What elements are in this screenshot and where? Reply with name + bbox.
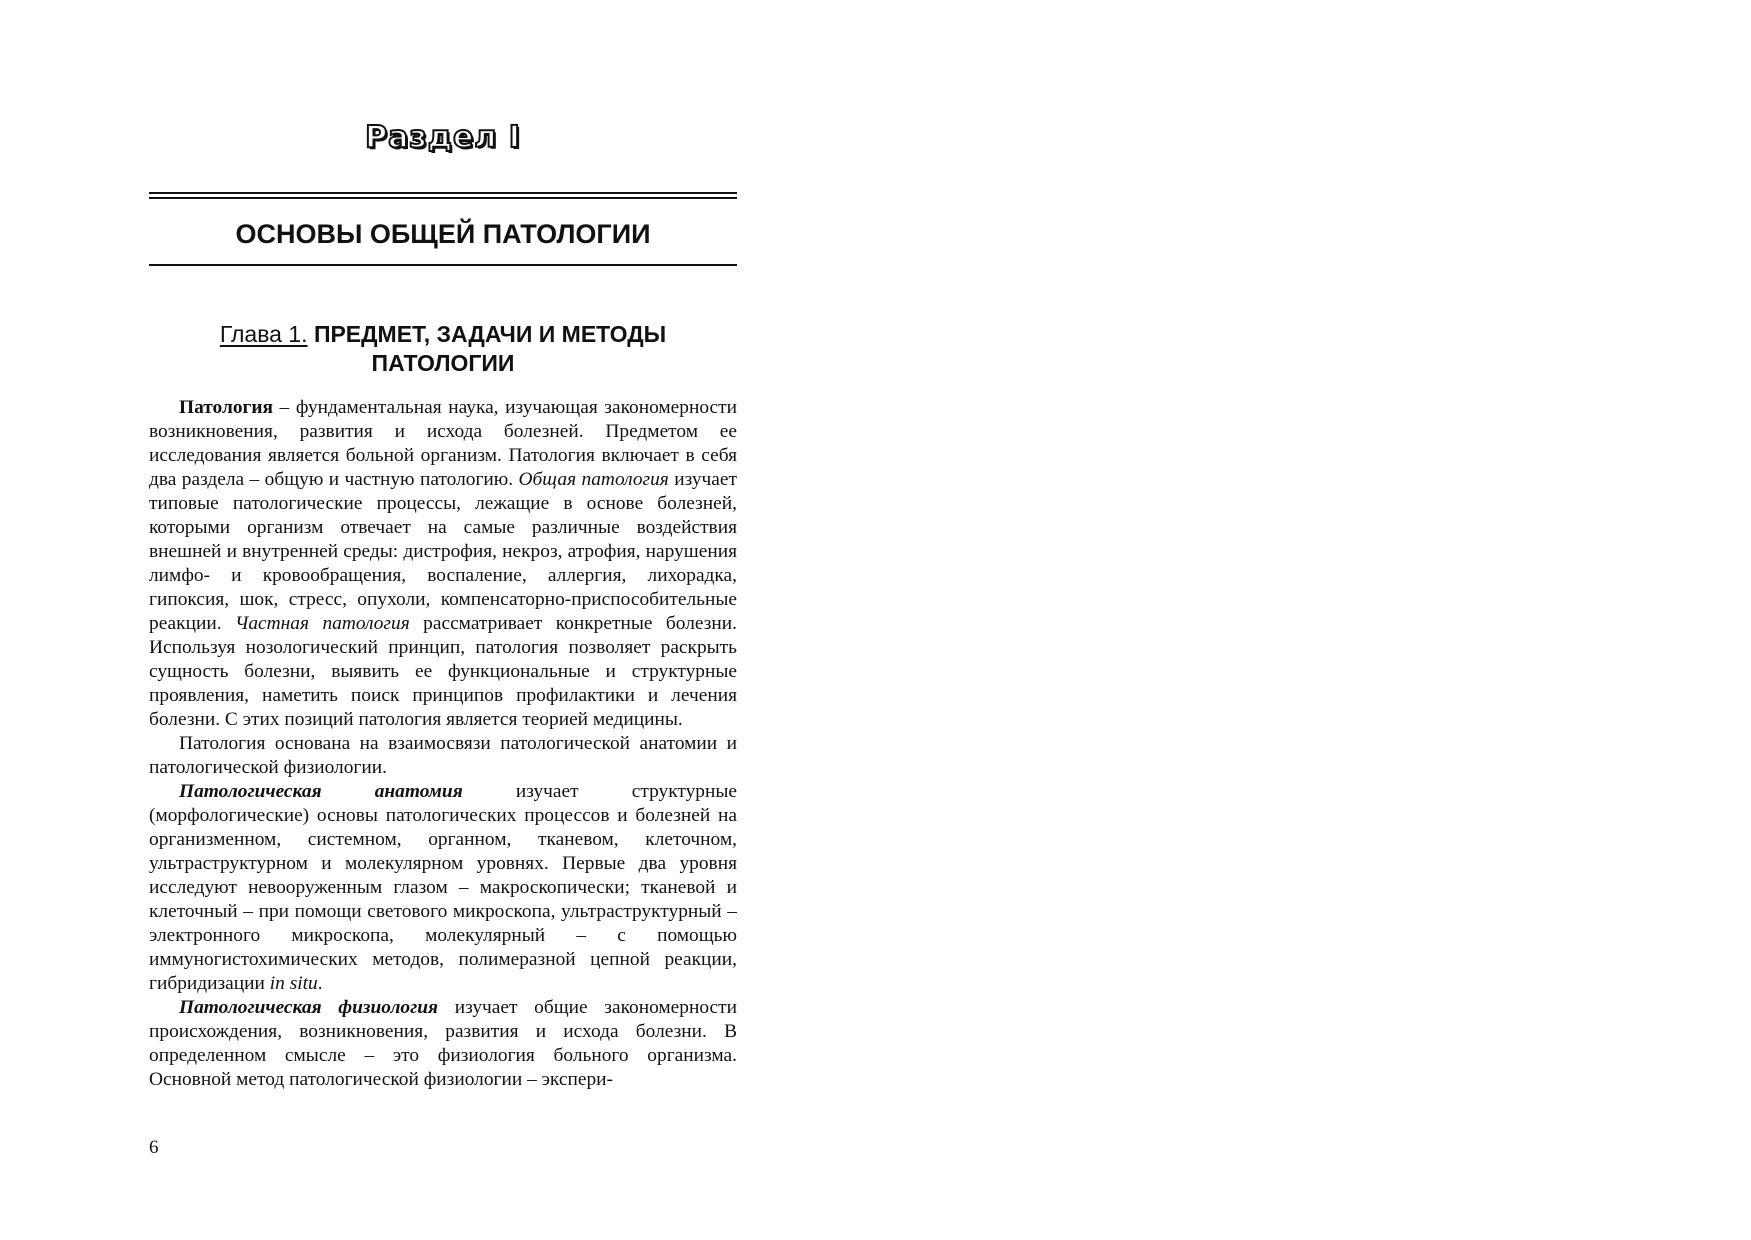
paragraph-foundation: Патология основана на взаимосвязи патологической анатомии и патологической физиологии. [149, 733, 737, 778]
section-label: Раздел I [365, 120, 521, 155]
part-title: ОСНОВЫ ОБЩЕЙ ПАТОЛОГИИ [235, 219, 651, 249]
paragraph-pathological-anatomy [149, 780, 737, 996]
paragraph-pathology [149, 396, 737, 732]
term-pathological-anatomy: Патологическая анатомия [179, 781, 463, 802]
title-rule [149, 264, 737, 266]
chapter-number: Глава 1. [219, 321, 308, 347]
paragraph-text: . [317, 973, 323, 994]
paragraph-text: рассматривает конкретные болезни. Используя нозологический принцип, патология позволяет раскрыть сущность болезни, выявить ее функциональные и структурные проявления, наметить поиск принципов профилактики и лечения болезни. С этих позиций патология является теорией медицины. [149, 613, 737, 730]
body-text [149, 396, 737, 1092]
chapter-title-line1: ПРЕДМЕТ, ЗАДАЧИ И МЕТОДЫ [313, 321, 667, 347]
paragraph-text: изучает общие закономерности происхождения, возникновения, развития и исхода болезни. В определенном смысле – это физиология больного организма. Основной метод патологической физиологии – экспери- [149, 997, 737, 1090]
chapter-title-line2: ПАТОЛОГИИ [371, 350, 515, 376]
term-pathology: Патология [179, 397, 274, 418]
term-pathological-physiology: Патологическая физиология [179, 997, 439, 1018]
term-special-pathology: Частная патология [235, 613, 410, 634]
double-rule-bottom [149, 197, 737, 199]
paragraph-pathological-physiology [149, 996, 737, 1092]
term-general-pathology: Общая патология [518, 469, 669, 490]
chapter-heading [149, 320, 737, 378]
double-rule-top [149, 192, 737, 194]
paragraph-text: изучает типовые патологические процессы, лежащие в основе болезней, которыми организм отвечает на самые различные воздействия внешней и внутренней среды: дистрофия, некроз, атрофия, нарушения лимфо- и кровообращения, воспаление, аллергия, лихорадка, гипоксия, шок, стресс, опухоли, компенсаторно-приспособительные реакции. [149, 469, 737, 634]
book-page [149, 0, 737, 1240]
term-in-situ: in situ [269, 973, 318, 994]
paragraph-text: изучает структурные (морфологические) основы патологических процессов и болезней на организменном, системном, органном, тканевом, клеточном, ультраструктурном и молекулярном уровнях. Первые два уровня исследуют невооруженным глазом – макроскопически; тканевой и клеточный – при помощи светового микроскопа, ультраструктурный – электронного микроскопа, молекулярный – с помощью иммуногистохимических методов, полимеразной цепной реакции, гибридизации [149, 781, 737, 994]
page-number: 6 [149, 1137, 159, 1158]
paragraph-text: – фундаментальная наука, изучающая закономерности возникновения, развития и исхода болезней. Предметом ее исследования является больной организм. Патология включает в себя два раздела – общую и частную патологию. [149, 397, 737, 490]
